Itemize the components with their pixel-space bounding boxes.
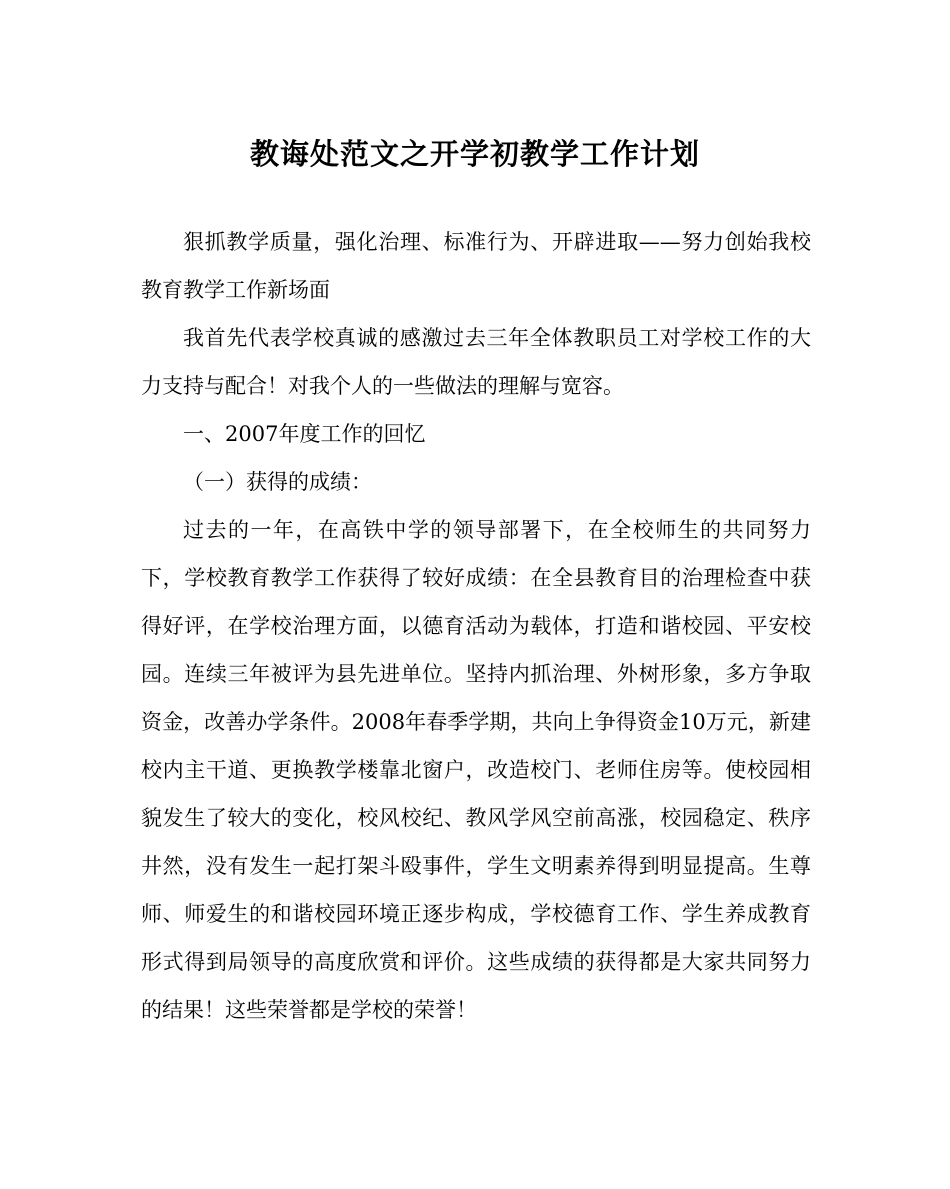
section-heading-review: 一、2007年度工作的回忆 [183, 422, 426, 446]
paragraph-thanks: 我首先代表学校真诚的感激过去三年全体教职员工对学校工作的大力支持与配合！对我个人的一些做法的理解与宽容。 [141, 326, 811, 398]
paragraph-intro-slogan: 狠抓教学质量，强化治理、标准行为、开辟进取——努力创始我校教育教学工作新场面 [141, 230, 811, 302]
subsection-heading-achievements: （一）获得的成绩： [183, 470, 372, 494]
document-body [141, 218, 811, 1034]
paragraph-achievements: 过去的一年，在高铁中学的领导部署下，在全校师生的共同努力下，学校教育教学工作获得了较好成绩：在全县教育目的治理检查中获得好评，在学校治理方面，以德育活动为载体，打造和谐校园、平安校园。连续三年被评为县先进单位。坚持内抓治理、外树形象，多方争取资金，改善办学条件。2008年春季学期，共向上争得资金10万元，新建校内主干道、更换教学楼靠北窗户，改造校门、老师住房等。使校园相貌发生了较大的变化，校风校纪、教风学风空前高涨，校园稳定、秩序井然，没有发生一起打架斗殴事件，学生文明素养得到明显提高。生尊师、师爱生的和谐校园环境正逐步构成，学校德育工作、学生养成教育形式得到局领导的高度欣赏和评价。这些成绩的获得都是大家共同努力的结果！这些荣誉都是学校的荣誉！ [141, 518, 811, 1022]
document-title: 教诲处范文之开学初教学工作计划 [249, 137, 700, 171]
